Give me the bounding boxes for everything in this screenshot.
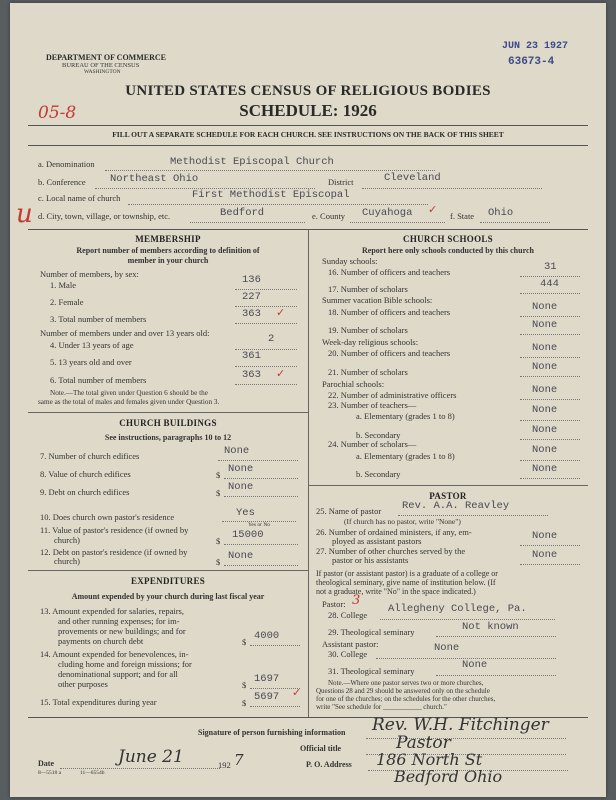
- instruction-rule: [28, 145, 588, 146]
- q9-edifice-debt-field[interactable]: None: [228, 481, 254, 493]
- conference-label: b. Conference: [38, 177, 86, 187]
- q13-running-expenses-field[interactable]: 4000: [254, 630, 280, 642]
- q13-label-2: and other running expenses; for im-: [58, 616, 180, 626]
- q7-label: 7. Number of church edifices: [40, 451, 140, 461]
- q17-label: 17. Number of scholars: [328, 284, 408, 294]
- q21-label: 21. Number of scholars: [328, 367, 408, 377]
- official-title-field[interactable]: Pastor: [396, 733, 451, 753]
- church-buildings-instructions: See instructions, paragraphs 10 to 12: [104, 433, 232, 442]
- q20-label: 20. Number of officers and teachers: [328, 348, 451, 358]
- pastor-note-3: for one of the churches; on the schedules for the other churches,: [316, 695, 496, 703]
- q24a-field[interactable]: None: [532, 444, 558, 456]
- q24b-label: b. Secondary: [356, 469, 401, 479]
- pastor-heading: PASTOR: [429, 491, 467, 501]
- q4-under-13-field[interactable]: 2: [268, 333, 275, 345]
- q14-label-1: 14. Amount expended for benevolences, in-: [40, 649, 189, 659]
- q23a-label: a. Elementary (grades 1 to 8): [356, 411, 455, 421]
- q25-label: 25. Name of pastor: [316, 506, 382, 516]
- census-schedule-sheet: DEPARTMENT OF COMMERCE BUREAU OF THE CENSUS WASHINGTON JUN 23 1927 63673-4 05-8 u UNITED STATES CENSUS OF RELIGIOUS BODIES SCHEDULE: 1926 FILL OUT A SEPARATE SCHEDULE FOR EACH CHURCH. SEE INSTRUCTIONS ON THE BACK OF THIS SHEET a. Denomination Methodist Episcopal Church b. Conference Northeast Ohio District Cleveland c. Local name of church First Methodist Episcopal d. City, town, village, or township, etc. Bedford e. County Cuyahoga ✓ f. State Ohio MEMBERSHIP Report number of members according to definition of member in your church Number of members, by sex: 1. Male 136 2. Female 227 3. Total number of members 363 ✓ Number of members under and over 13 years old: 4. Under 13 years of age 2 5. 13 years old and over 361 6. Total number of members 363 ✓ Note.—The total given under Question 6 should be the same as the total of males and females given under Question 3. CHURCH BUILDINGS See instructions, paragraphs 10 to 12 7. Number of church edifices None 8. Value of church edifices $ None 9. Debt on church edifices $ None 10. Does church own pastor's residence Yes Yes or No 11. Value of pastor's residence (if owned by church) $ 15000 12. Debt on pastor's residence (if owned by church) $ None EXPENDITURES Amount expended by your church during last fiscal year 13. Amount expended for salaries, repairs, and other running expenses; for im- provements or new buildings; and for payments on church debt $ 4000 14. Amount expended for benevolences, in- cluding home and foreign missions; for denominational support; and for all other purposes $ 1697 15. Total expenditures during year $ 5697 ✓ CHURCH SCHOOLS Report here only schools conducted by this church Sunday schools: 16. Number of officers and teachers 31 17. Number of scholars 444 Summer vacation Bible schools: 18. Number of officers and teachers None 19. Number of scholars None Week-day religious schools: 20. Number of officers and teachers None 21. Number of scholars None Parochial schools: 22. Number of administrative officers None 23. Number of teachers— a. Elementary (grades 1 to 8) None b. Secondary None 24. Number of scholars— a. Elementary (grades 1 to 8) None b. Secondary None PASTOR 25. Name of pastor Rev. A.A. Reavley (If church has no pastor, write "None") 26. Number of ordained ministers, if any, em- ployed as assistant pastors None 27. Number of other churches served by the pastor or his assistants None If pastor (or assistant pastor) is a graduate of a college or theological seminary, give name of institution below. (If not a graduate, write "No" in the space indicated.) Pastor: 3 28. College Allegheny College, Pa. 29. Theological seminary Not known Assistant pastor: 30. College None 31. Theological seminary None Note.—Where one pastor serves two or more churches, Questions 28 and 29 should be answered only on the schedule for one of the churches; on the schedules for the other churches, write "See schedule for ___________ church." Signature of person furnishing information Rev. W.H. Fitchinger Official title Pastor Date June 21 192 7 P. O. Address 186 North St Bedford Ohio 8—5518 a 11—6554b: [10, 3, 606, 797]
- sunday-schools-label: Sunday schools:: [322, 256, 378, 266]
- membership-note-1: Note.—The total given under Question 6 should be the: [50, 389, 208, 397]
- q10-label: 10. Does church own pastor's residence: [40, 512, 175, 522]
- q1-male-field[interactable]: 136: [242, 274, 261, 286]
- q2-label: 2. Female: [50, 297, 84, 307]
- pastor-red-mark: 3: [352, 593, 361, 608]
- state-label: f. State: [450, 211, 475, 221]
- local-name-label: c. Local name of church: [38, 193, 121, 203]
- q6-total-field[interactable]: 363: [242, 369, 261, 381]
- q27-label-2: pastor or his assistants: [332, 555, 409, 565]
- q12-label-2: church): [54, 556, 80, 566]
- q19-field[interactable]: None: [532, 319, 558, 331]
- department-name: DEPARTMENT OF COMMERCE: [46, 53, 167, 62]
- form-number: 8—5518 a: [38, 770, 62, 776]
- po-address-line-1[interactable]: 186 North St: [376, 750, 483, 769]
- red-annotation: 05-8: [38, 103, 77, 123]
- pastor-subheading: Pastor:: [322, 599, 346, 609]
- q8-edifice-value-field[interactable]: None: [228, 463, 254, 475]
- column-divider: [308, 229, 309, 717]
- q31-seminary-field[interactable]: None: [462, 659, 488, 671]
- q26-label-1: 26. Number of ordained ministers, if any, em-: [316, 527, 472, 537]
- age-groups-label: Number of members under and over 13 years old:: [40, 328, 210, 338]
- city-field[interactable]: Bedford: [220, 207, 265, 219]
- checkmark-icon: ✓: [276, 367, 286, 380]
- q10-owns-residence-field[interactable]: Yes: [236, 507, 255, 519]
- q14-label-3: denominational support; and for all: [58, 669, 178, 679]
- q9-label: 9. Debt on church edifices: [40, 487, 130, 497]
- yes-or-no-hint: Yes or No: [248, 522, 271, 528]
- q27-field[interactable]: None: [532, 549, 558, 561]
- q15-label: 15. Total expenditures during year: [40, 697, 157, 707]
- q4-label: 4. Under 13 years of age: [50, 340, 134, 350]
- q13-label-1: 13. Amount expended for salaries, repairs,: [40, 606, 184, 616]
- bureau-name: BUREAU OF THE CENSUS: [62, 62, 140, 69]
- q11-label-2: church): [54, 535, 80, 545]
- q21-field[interactable]: None: [532, 361, 558, 373]
- q13-label-3: provements or new buildings; and for: [58, 626, 186, 636]
- q23b-label: b. Secondary: [356, 430, 401, 440]
- official-title-label: Official title: [300, 744, 342, 753]
- q5-label: 5. 13 years old and over: [50, 357, 132, 367]
- q7-church-edifices-field[interactable]: None: [224, 445, 250, 457]
- q11-label-1: 11. Value of pastor's residence (if owned by: [40, 525, 189, 535]
- membership-heading: MEMBERSHIP: [135, 234, 201, 244]
- q29-seminary-field[interactable]: Not known: [462, 621, 519, 633]
- date-label: Date: [38, 759, 54, 768]
- graduate-instruction-2: theological seminary, give name of institution below. (If: [316, 578, 496, 587]
- q30-label: 30. College: [328, 649, 368, 659]
- denomination-label: a. Denomination: [38, 159, 95, 169]
- q15-total-expenditures-field[interactable]: 5697: [254, 691, 280, 703]
- state-field[interactable]: Ohio: [488, 207, 514, 219]
- q20-field[interactable]: None: [532, 342, 558, 354]
- q14-label-4: other purposes: [58, 679, 108, 689]
- church-schools-intro: Report here only schools conducted by this church: [362, 246, 534, 255]
- city-label: d. City, town, village, or township, etc.: [38, 211, 171, 221]
- q23a-field[interactable]: None: [532, 404, 558, 416]
- pastor-note-4: write "See schedule for ___________ church.": [316, 703, 447, 711]
- q17-field[interactable]: 444: [540, 278, 559, 290]
- q14-label-2: cluding home and foreign missions; for: [58, 659, 192, 669]
- q19-label: 19. Number of scholars: [328, 325, 408, 335]
- q30-college-field[interactable]: None: [434, 642, 460, 654]
- q24a-label: a. Elementary (grades 1 to 8): [356, 451, 455, 461]
- membership-intro-2: member in your church: [127, 256, 209, 265]
- q28-label: 28. College: [328, 610, 368, 620]
- margin-mark: u: [16, 199, 33, 229]
- q25-note: (If church has no pastor, write "None"): [344, 517, 461, 526]
- received-date-stamp: JUN 23 1927: [502, 41, 569, 52]
- q25-pastor-name-field[interactable]: Rev. A.A. Reavley: [402, 500, 510, 512]
- membership-intro-1: Report number of members according to definition of: [76, 246, 260, 255]
- expenditures-heading: EXPENDITURES: [130, 576, 206, 586]
- serial-number-stamp: 63673-4: [508, 56, 555, 68]
- date-field[interactable]: June 21: [118, 747, 184, 767]
- po-address-line-2[interactable]: Bedford Ohio: [394, 767, 503, 786]
- q24b-field[interactable]: None: [532, 463, 558, 475]
- po-address-label: P. O. Address: [306, 760, 352, 769]
- bureau-city: WASHINGTON: [84, 69, 121, 75]
- q24-label: 24. Number of scholars—: [328, 439, 417, 449]
- q22-label: 22. Number of administrative officers: [328, 390, 457, 400]
- district-label: District: [328, 177, 354, 187]
- year-field[interactable]: 7: [234, 751, 244, 769]
- q8-label: 8. Value of church edifices: [40, 469, 131, 479]
- expenditures-intro: Amount expended by your church during last fiscal year: [71, 592, 265, 601]
- denomination-field[interactable]: Methodist Episcopal Church: [170, 156, 334, 168]
- q2-female-field[interactable]: 227: [242, 291, 261, 303]
- q29-label: 29. Theological seminary: [328, 627, 415, 637]
- q18-field[interactable]: None: [532, 301, 558, 313]
- checkmark-icon: ✓: [292, 686, 302, 699]
- pastor-note-1: Note.—Where one pastor serves two or more churches,: [328, 679, 484, 687]
- q12-residence-debt-field[interactable]: None: [228, 550, 254, 562]
- q3-label: 3. Total number of members: [50, 314, 147, 324]
- summer-schools-label: Summer vacation Bible schools:: [322, 295, 433, 305]
- conference-field[interactable]: Northeast Ohio: [110, 173, 199, 185]
- q1-label: 1. Male: [50, 280, 76, 290]
- q22-field[interactable]: None: [532, 384, 558, 396]
- district-field[interactable]: Cleveland: [384, 172, 441, 184]
- q11-residence-value-field[interactable]: 15000: [232, 529, 264, 541]
- fill-out-instruction: FILL OUT A SEPARATE SCHEDULE FOR EACH CHURCH. SEE INSTRUCTIONS ON THE BACK OF THIS SHEET: [112, 130, 504, 139]
- assistant-pastor-subheading: Assistant pastor:: [322, 639, 379, 649]
- q16-label: 16. Number of officers and teachers: [328, 267, 451, 277]
- pastor-note-2: Questions 28 and 29 should be answered only on the schedule: [316, 687, 490, 695]
- parochial-schools-label: Parochial schools:: [322, 379, 385, 389]
- q27-label-1: 27. Number of other churches served by the: [316, 546, 466, 556]
- checkmark-icon: ✓: [428, 203, 438, 216]
- graduate-instruction-3: not a graduate, write "No" in the space indicated.): [316, 587, 476, 596]
- q26-label-2: ployed as assistant pastors: [332, 536, 422, 546]
- graduate-instruction-1: If pastor (or assistant pastor) is a graduate of a college or: [316, 569, 498, 578]
- q5-over-13-field[interactable]: 361: [242, 350, 261, 362]
- membership-note-2: same as the total of males and females given under Question 3.: [38, 398, 220, 406]
- church-buildings-heading: CHURCH BUILDINGS: [119, 418, 217, 428]
- checkmark-icon: ✓: [276, 306, 286, 319]
- form-number-2: 11—6554b: [80, 770, 105, 776]
- header-rule: [28, 125, 588, 126]
- q16-field[interactable]: 31: [544, 261, 557, 273]
- form-subtitle: SCHEDULE: 1926: [239, 101, 377, 120]
- q13-label-4: payments on church debt: [58, 636, 144, 646]
- weekday-schools-label: Week-day religious schools:: [322, 337, 419, 347]
- q26-field[interactable]: None: [532, 530, 558, 542]
- form-title: UNITED STATES CENSUS OF RELIGIOUS BODIES: [125, 83, 491, 99]
- q6-label: 6. Total number of members: [50, 375, 147, 385]
- local-name-field[interactable]: First Methodist Episcopal: [192, 189, 350, 201]
- signature-label: Signature of person furnishing information: [198, 728, 346, 737]
- signature-field[interactable]: Rev. W.H. Fitchinger: [372, 715, 549, 735]
- q23b-field[interactable]: None: [532, 424, 558, 436]
- church-schools-heading: CHURCH SCHOOLS: [403, 234, 493, 244]
- q28-college-field[interactable]: Allegheny College, Pa.: [388, 603, 527, 615]
- year-prefix: 192: [218, 760, 231, 770]
- q14-benevolences-field[interactable]: 1697: [254, 673, 280, 685]
- county-field[interactable]: Cuyahoga: [362, 207, 413, 219]
- q31-label: 31. Theological seminary: [328, 666, 415, 676]
- members-by-sex-label: Number of members, by sex:: [40, 269, 139, 279]
- q3-total-field[interactable]: 363: [242, 308, 261, 320]
- q23-label: 23. Number of teachers—: [328, 400, 417, 410]
- q18-label: 18. Number of officers and teachers: [328, 307, 451, 317]
- county-label: e. County: [312, 211, 346, 221]
- q12-label-1: 12. Debt on pastor's residence (if owned by: [40, 547, 188, 557]
